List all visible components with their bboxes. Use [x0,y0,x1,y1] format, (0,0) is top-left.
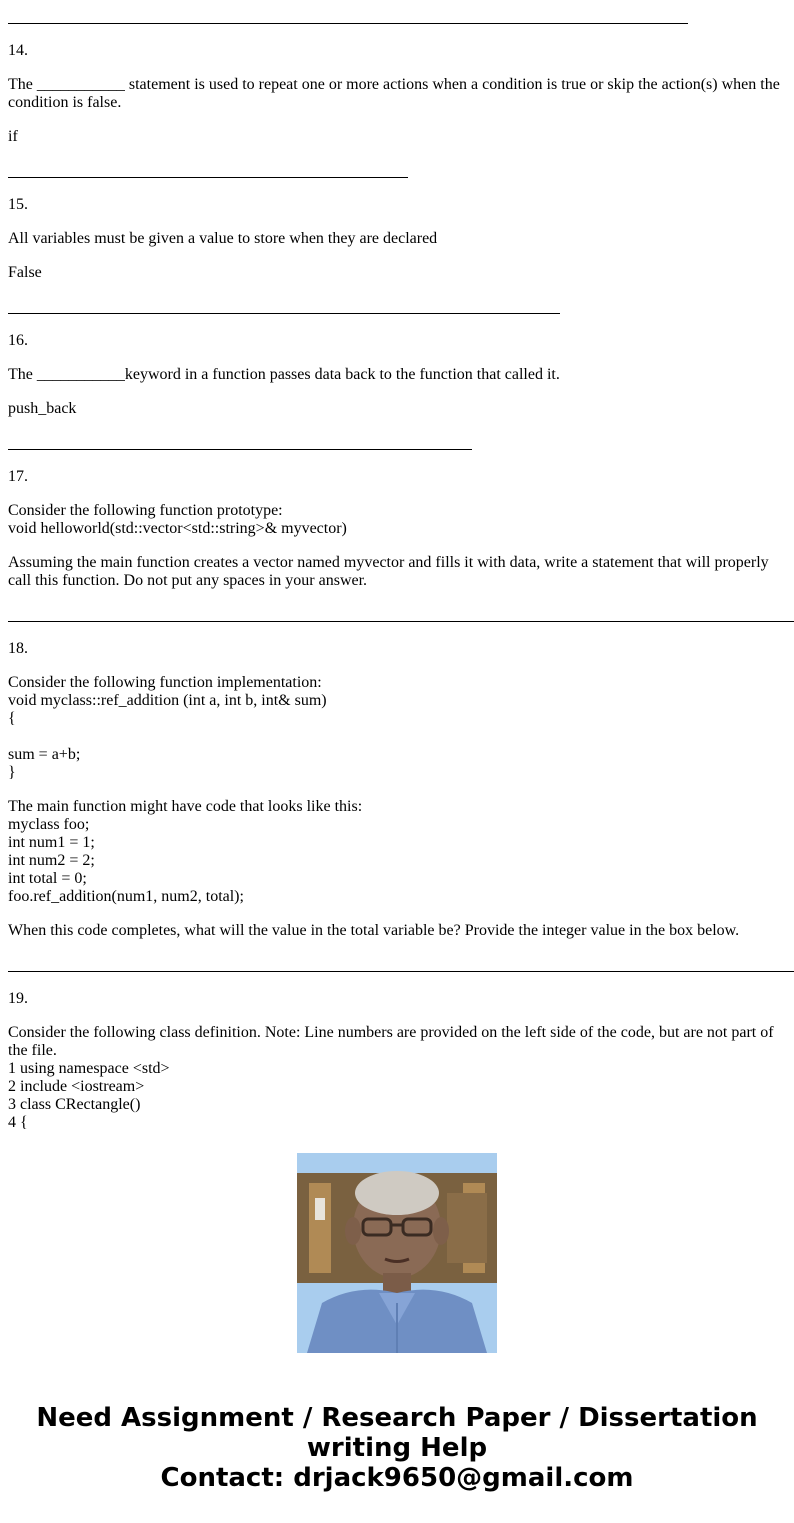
question-number: 19. [8,990,28,1007]
promo-line-1: Need Assignment / Research Paper / Dissertation [36,1403,758,1433]
question-answer: if [8,128,18,145]
question-prompt: The ___________keyword in a function passes data back to the function that called it. [8,366,560,383]
answer-rule [8,313,560,314]
document-page [8,0,794,1131]
answer-rule [8,621,794,622]
question-intro: Consider the following function prototype: [8,502,283,519]
question-prompt: Consider the following class definition. Note: Line numbers are provided on the left side of the code, but are not part of the file. [8,1024,778,1059]
question-answer: False [8,264,42,281]
code-block: myclass foo; int num1 = 1; int num2 = 2; int total = 0; foo.ref_addition(num1, num2, total); [8,816,244,905]
question-intro: Consider the following function implementation: [8,674,322,691]
promo-banner [0,1122,794,1523]
question-number: 15. [8,196,28,213]
question-prompt: Assuming the main function creates a vector named myvector and fills it with data, write a statement that will properly call this function. Do not put any spaces in your answer. [8,554,773,589]
promo-email: Contact: drjack9650@gmail.com [160,1463,634,1493]
question-intro: The main function might have code that looks like this: [8,798,363,815]
promo-text [0,1403,794,1493]
question-answer: push_back [8,400,77,417]
answer-rule [8,23,688,24]
question-number: 14. [8,42,28,59]
code-block: 1 using namespace <std> 2 include <iostream> 3 class CRectangle() 4 { [8,1060,170,1131]
question-prompt: When this code completes, what will the value in the total variable be? Provide the integer value in the box below. [8,922,740,939]
question-prompt: All variables must be given a value to store when they are declared [8,230,438,247]
answer-rule [8,971,794,972]
code-block: void myclass::ref_addition (int a, int b, int& sum) { sum = a+b; } [8,692,327,781]
author-photo [297,1153,497,1353]
answer-rule [8,449,472,450]
promo-line-2: writing Help [306,1433,488,1463]
code-block: void helloworld(std::vector<std::string>& myvector) [8,520,347,537]
question-number: 17. [8,468,28,485]
question-number: 16. [8,332,28,349]
answer-rule [8,177,408,178]
question-prompt: The ___________ statement is used to repeat one or more actions when a condition is true or skip the action(s) when the condition is false. [8,76,784,111]
question-number: 18. [8,640,28,657]
